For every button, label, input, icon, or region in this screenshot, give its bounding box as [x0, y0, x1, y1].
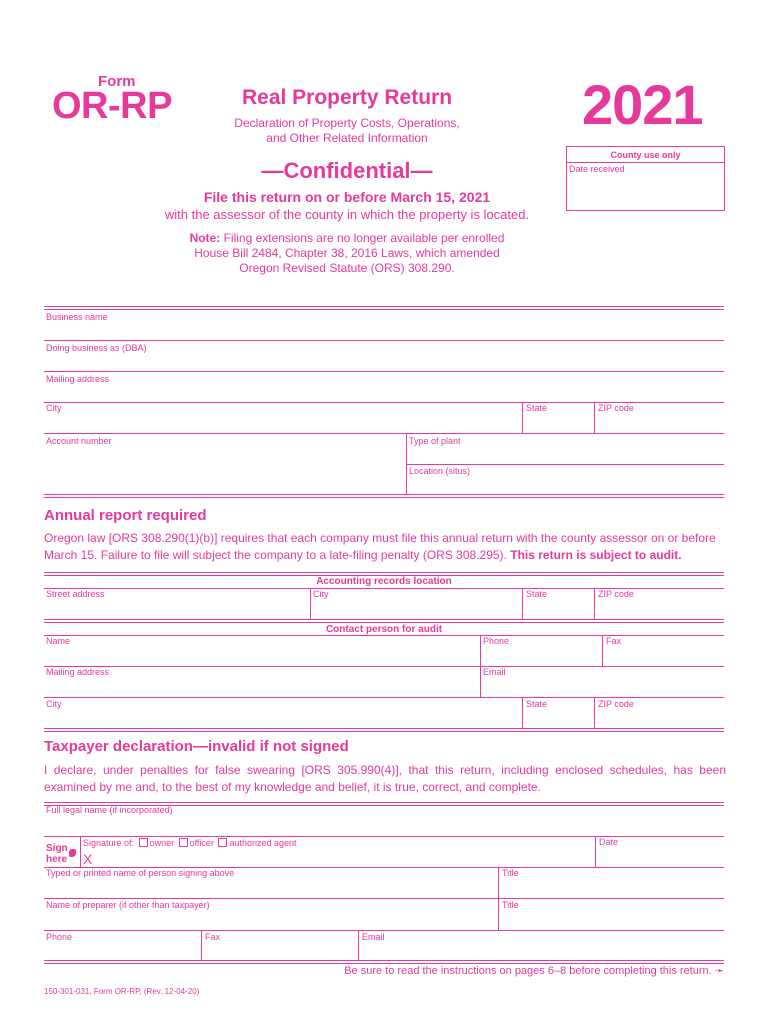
form-word: Form	[98, 73, 136, 90]
note-line-2: House Bill 2484, Chapter 38, 2016 Laws, which amended	[194, 246, 500, 260]
form-number: 150-301-031, Form OR-RP, (Rev. 12-04-20)	[44, 987, 200, 996]
footer-instructions-text: Be sure to read the instructions on pages 6–8 before completing this return.	[344, 965, 712, 977]
contact-mailing-label: Mailing address	[46, 667, 110, 677]
contact-city-label: City	[46, 699, 62, 709]
contact-phone-field[interactable]	[481, 636, 602, 666]
date-received-field[interactable]	[567, 163, 724, 210]
type-of-plant-label: Type of plant	[409, 436, 461, 446]
county-use-box	[566, 146, 725, 211]
dba-label: Doing business as (DBA)	[46, 343, 147, 353]
location-field[interactable]	[407, 465, 724, 495]
date-received-label: Date received	[569, 164, 625, 174]
mailing-address-field[interactable]	[44, 372, 724, 402]
signature-x-mark: X	[83, 851, 93, 867]
location-label: Location (situs)	[409, 466, 471, 476]
arrow-right-icon: ➛	[714, 964, 724, 977]
account-number-label: Account number	[46, 436, 112, 446]
preparer-email-field[interactable]	[359, 931, 724, 961]
contact-state-label: State	[526, 699, 548, 709]
form-code: OR-RP	[52, 85, 172, 127]
section-divider	[44, 728, 724, 732]
preparer-fax-label: Fax	[205, 932, 221, 942]
typed-name-label: Typed or printed name of person signing above	[46, 868, 235, 878]
contact-email-field[interactable]	[481, 667, 724, 697]
preparer-title-label: Title	[502, 900, 519, 910]
type-of-plant-field[interactable]	[407, 434, 724, 464]
state-field[interactable]	[523, 403, 594, 433]
annual-report-text	[44, 530, 726, 564]
preparer-phone-label: Phone	[46, 932, 73, 942]
owner-checkbox[interactable]	[139, 838, 148, 847]
preparer-email-label: Email	[362, 932, 385, 942]
note-line-1: Filing extensions are no longer available per enrolled	[220, 231, 505, 245]
acct-zip-label: ZIP code	[598, 589, 634, 599]
preparer-name-field[interactable]	[44, 899, 498, 930]
mailing-address-label: Mailing address	[46, 374, 110, 384]
contact-email-label: Email	[483, 667, 506, 677]
sign-date-label: Date	[599, 837, 619, 847]
footer-instructions	[300, 964, 724, 977]
sign-here-line-1: Sign	[46, 843, 68, 854]
authorized-agent-checkbox[interactable]	[218, 838, 227, 847]
form-subtitle-1: Declaration of Property Costs, Operations,	[234, 116, 460, 130]
zip-field[interactable]	[595, 403, 724, 433]
sign-here-line-2: here	[46, 854, 68, 865]
business-name-field[interactable]	[44, 310, 724, 340]
note-line-3: Oregon Revised Statute (ORS) 308.290.	[239, 261, 455, 275]
form-title: Real Property Return	[241, 86, 453, 109]
acct-city-label: City	[313, 589, 329, 599]
section-divider	[44, 619, 724, 623]
sign-date-field[interactable]	[596, 837, 724, 867]
note-bold: Note:	[189, 231, 221, 245]
pointing-hand-icon	[69, 849, 76, 857]
form-subtitle-2: and Other Related Information	[266, 131, 428, 145]
form-year: 2021	[582, 73, 703, 136]
signature-of-text: Signature of:	[83, 838, 135, 848]
contact-name-label: Name	[46, 636, 71, 646]
signer-title-field[interactable]	[499, 868, 724, 898]
zip-label: ZIP code	[598, 403, 634, 413]
acct-city-field[interactable]	[311, 589, 522, 619]
declaration-text: I declare, under penalties for false swearing [ORS 305.990(4)], that this return, including enclosed schedules, has been examined by me and, to the best of my knowledge and belief, it is true, correct, and complete.	[44, 763, 726, 794]
contact-fax-field[interactable]	[603, 636, 724, 666]
acct-state-label: State	[526, 589, 548, 599]
contact-zip-label: ZIP code	[598, 699, 634, 709]
extension-note	[150, 231, 544, 276]
declaration-title: Taxpayer declaration—invalid if not signed	[44, 738, 349, 755]
owner-label: owner	[149, 838, 175, 848]
acct-street-field[interactable]	[44, 589, 310, 619]
contact-fax-label: Fax	[606, 636, 622, 646]
account-number-field[interactable]	[44, 434, 406, 495]
dba-field[interactable]	[44, 341, 724, 371]
due-date-line: File this return on or before March 15, 2021	[203, 189, 491, 205]
preparer-title-field[interactable]	[499, 899, 724, 930]
business-name-label: Business name	[46, 312, 108, 322]
signer-title-label: Title	[502, 868, 519, 878]
contact-city-field[interactable]	[44, 698, 522, 728]
acct-street-label: Street address	[46, 589, 105, 599]
officer-label: officer	[189, 838, 214, 848]
contact-header: Contact person for audit	[325, 624, 443, 635]
state-label: State	[526, 403, 548, 413]
preparer-name-label: Name of preparer (if other than taxpayer)	[46, 900, 210, 910]
signature-of-label	[83, 838, 297, 848]
due-date-subline: with the assessor of the county in which the property is located.	[164, 207, 530, 222]
full-legal-name-field[interactable]	[44, 805, 724, 835]
contact-phone-label: Phone	[483, 636, 510, 646]
contact-name-field[interactable]	[44, 636, 480, 666]
authorized-agent-label: authorized agent	[229, 838, 297, 848]
typed-name-field[interactable]	[44, 868, 498, 898]
accounting-header: Accounting records location	[316, 576, 452, 587]
contact-mailing-field[interactable]	[44, 667, 480, 697]
annual-report-title: Annual report required	[44, 507, 207, 524]
sign-here-label	[46, 843, 68, 865]
annual-text: Oregon law [ORS 308.290(1)(b)] requires that each company must file this annual return with the county assessor on or before March 15. Failure to file will subject the company to a late-filing penalty (ORS 308.295).	[44, 531, 716, 562]
city-field[interactable]	[44, 403, 522, 433]
acct-zip-field[interactable]	[595, 589, 724, 619]
county-use-title: County use only	[567, 147, 724, 163]
full-legal-name-label: Full legal name (if incorporated)	[46, 805, 173, 815]
signature-field[interactable]	[81, 837, 595, 867]
officer-checkbox[interactable]	[179, 838, 188, 847]
confidential-label: —Confidential—	[261, 158, 433, 183]
section-divider	[44, 494, 724, 498]
preparer-fax-field[interactable]	[202, 931, 358, 961]
contact-state-field[interactable]	[523, 698, 594, 728]
acct-state-field[interactable]	[523, 589, 594, 619]
contact-zip-field[interactable]	[595, 698, 724, 728]
city-label: City	[46, 403, 62, 413]
annual-text-bold: This return is subject to audit.	[510, 548, 682, 562]
preparer-phone-field[interactable]	[44, 931, 201, 961]
